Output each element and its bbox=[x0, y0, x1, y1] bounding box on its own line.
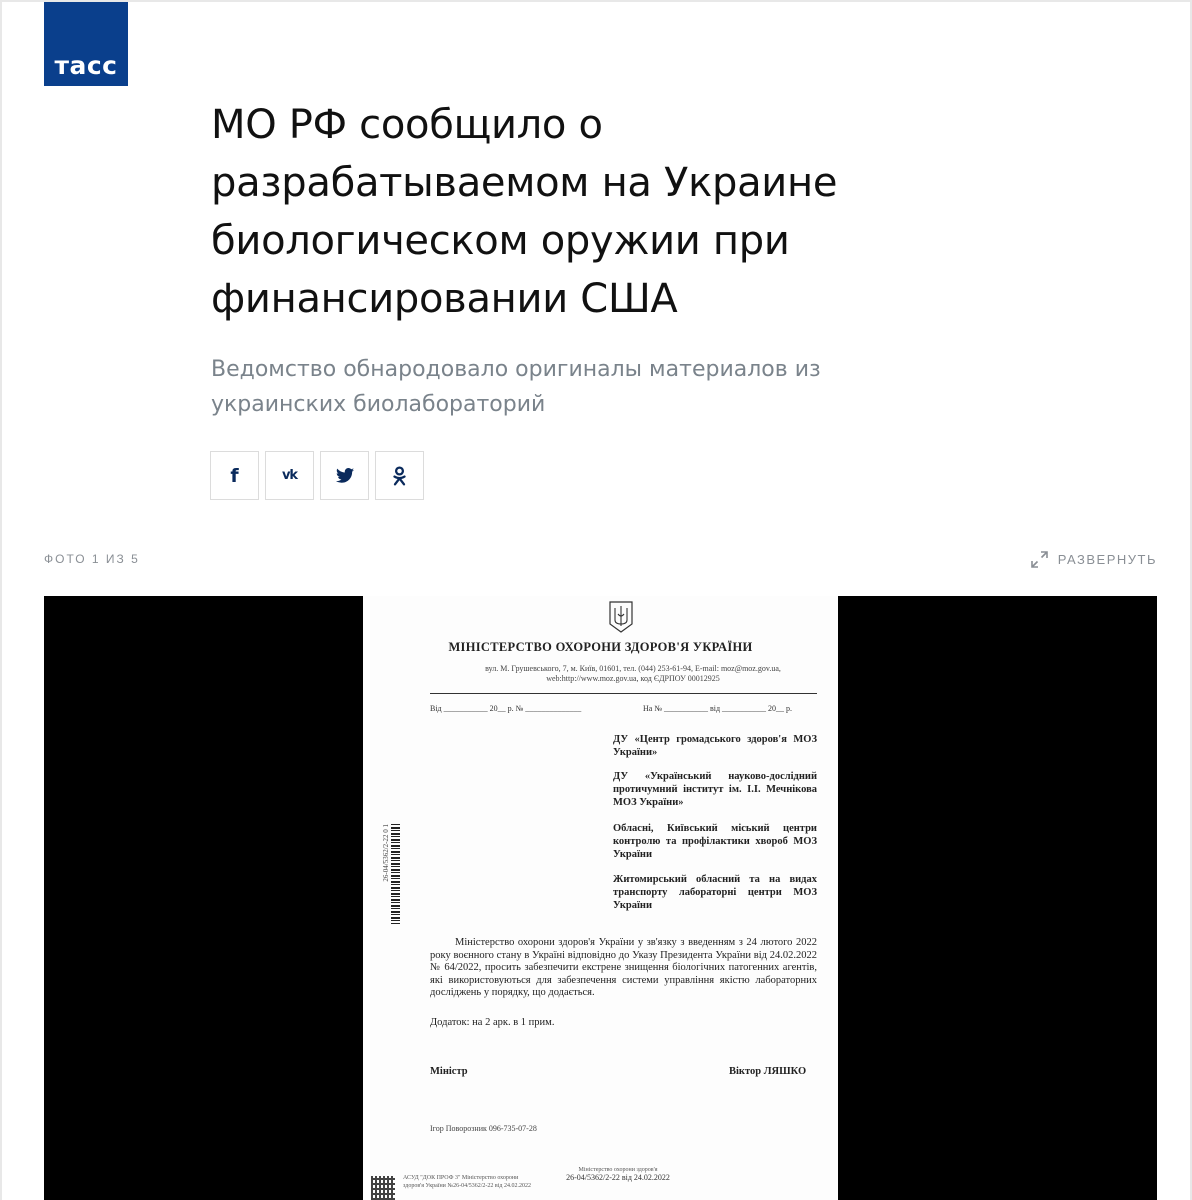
document-contact: Ігор Поворозник 096-735-07-28 bbox=[430, 1124, 537, 1133]
odnoklassniki-icon bbox=[393, 466, 406, 486]
photo-counter: ФОТО 1 ИЗ 5 bbox=[44, 552, 140, 566]
vk-icon: vk bbox=[281, 468, 298, 483]
tass-logo[interactable]: тасс bbox=[44, 2, 128, 86]
document-addressee: ДУ «Український науково-дослідний протичумний інститут ім. І.І. Мечнікова МОЗ України» bbox=[613, 771, 817, 808]
gallery-photo[interactable] bbox=[44, 596, 1157, 1200]
document-stamp-right: Міністерство охорони здоров'я 26-04/5362/2-22 від 24.02.2022 bbox=[566, 1167, 670, 1182]
browser-frame-left bbox=[0, 0, 2, 1200]
document-scan bbox=[363, 596, 838, 1200]
document-addressee: ДУ «Центр громадського здоров'я МОЗ України» bbox=[613, 734, 817, 758]
article-lead: Ведомство обнародовало оригиналы материалов из украинских биолабораторий bbox=[211, 357, 821, 417]
document-body: Міністерство охорони здоров'я України у зв'язку з введенням з 24 лютого 2022 року воєнного стану в Україні відповідно до Указу Президента України від 24.02.2022 № 64/2022, просить забезпечити екстрене знищення біологічних патогенних агентів, які використовуються для забезпечення системи управління якістю лабораторних досліджень у порядку, що додається. bbox=[430, 937, 817, 999]
document-barcode-serial: 26-04/5362/2-22 0 1 bbox=[382, 824, 390, 882]
expand-gallery-button[interactable] bbox=[1031, 551, 1157, 568]
document-signer-name: Віктор ЛЯШКО bbox=[729, 1066, 807, 1077]
article-title: МО РФ сообщило о разрабатываемом на Украине биологическом оружии при финансировании США bbox=[211, 102, 838, 322]
expand-arrows-icon bbox=[1031, 551, 1048, 568]
share-ok-button[interactable] bbox=[375, 451, 424, 500]
document-qr-code bbox=[371, 1176, 395, 1200]
document-attachment: Додаток: на 2 арк. в 1 прим. bbox=[430, 1017, 555, 1028]
document-ministry-header: МІНІСТЕРСТВО ОХОРОНИ ЗДОРОВ'Я УКРАЇНИ bbox=[448, 640, 753, 654]
share-twitter-button[interactable] bbox=[320, 451, 369, 500]
document-header-rule bbox=[430, 693, 817, 694]
expand-label: РАЗВЕРНУТЬ bbox=[1057, 552, 1157, 567]
share-vk-button[interactable] bbox=[265, 451, 314, 500]
document-stamp-left: АСУД "ДОК ПРОФ 3" Міністерство охорони здоров'я України №26-04/5362/2-22 від 24.02.2022 bbox=[403, 1175, 531, 1189]
facebook-icon: f bbox=[230, 464, 239, 487]
document-ref-right: На № ___________ від ___________ 20__ р. bbox=[643, 704, 793, 713]
document-barcode bbox=[391, 824, 400, 924]
twitter-bird-icon bbox=[336, 468, 354, 483]
trident-crest-icon bbox=[608, 600, 634, 634]
share-facebook-button[interactable] bbox=[210, 451, 259, 500]
document-address: вул. М. Грушевського, 7, м. Київ, 01601, тел. (044) 253-61-94, E-mail: moz@moz.gov.ua, web:http://www.moz.gov.ua, код ЄДРПОУ 00012925 bbox=[485, 664, 781, 683]
browser-frame-top bbox=[0, 0, 1192, 2]
document-ref-left: Від ___________ 20__ р. № ______________ bbox=[430, 704, 582, 713]
document-addressee: Обласні, Київський міський центри контролю та профілактики хвороб МОЗ України bbox=[613, 823, 817, 860]
document-addressee: Житомирський обласний та на видах транспорту лабораторні центри МОЗ України bbox=[613, 874, 817, 911]
share-bar bbox=[210, 451, 424, 500]
document-signer-title: Міністр bbox=[430, 1066, 468, 1077]
